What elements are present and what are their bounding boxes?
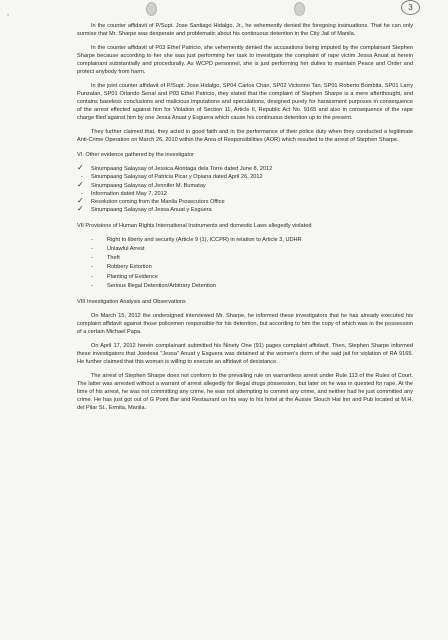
check-mark-icon: ✓ bbox=[77, 204, 84, 214]
document-body bbox=[77, 22, 413, 418]
paragraph: In the counter affidavit of P/Supt. Jose Santiago Hidalgo, Jr., he vehemently denied the foregoing insinuations. That he can only surmise that Mr. Sharpe was desperate and problematic about his continuous detention in the City Jail of Manila. bbox=[77, 23, 413, 37]
list-item bbox=[77, 173, 413, 181]
list-item-text: Sinumpaang Salaysay of Jessa Anuat y Esguera bbox=[91, 207, 212, 214]
list-item-text: Sinumpaang Salaysay of Patricia Picar y Opiana dated April 26, 2012 bbox=[91, 174, 263, 181]
dash-bullet: - bbox=[91, 236, 93, 243]
list-item bbox=[77, 190, 413, 198]
section-heading: VII Provisions of Human Rights International Instruments and domestic Laws allegedly violated bbox=[77, 222, 312, 229]
dash-bullet: - bbox=[81, 174, 83, 181]
list-item-text: Resolution coming from the Manila Prosecutors Office bbox=[91, 199, 225, 206]
list-item bbox=[77, 206, 413, 214]
check-mark-icon: ✓ bbox=[77, 196, 84, 206]
punch-hole bbox=[146, 2, 157, 16]
section-heading: VI. Other evidence gathered by the investigator bbox=[77, 152, 194, 158]
list-item-text: Planting of Evidence bbox=[107, 273, 158, 280]
paragraph: In the joint counter affidavit of P/Supt. Jose Hidalgo, SP04 Carlos Chan, SP02 Victorino Tan, SP01 Roberto Bombita, SP01 Larry Punzalan, SP01 Orlando Senal and P03 Ethel Patricio, they stated that the complaint of Stephen Sharpe is a mere afterthought, and contains baseless conclusions and malicious imputations and speculations, designed purely for harassment purposes in consequence of the arrest effected against him for Violation of Section 11, Article II, Republic Act No. 9165 and also in consequence of the rape charge filed against him by one Jessa Anuat y Esguera which cause his continuous detention up to the present. bbox=[77, 83, 413, 121]
paragraph: The arrest of Stephen Sharpe does not conform to the prevailing rule on warrantless arrest under Rule 113 of the Rules of Court. The latter was arrested without a warrant of arrest allegedly for illegal drugs possession, but later on he was in quested for rape. At the time of his arrest, he was not committing any crime, he was not attempting to commit any crime, and neither had he just committed any crime. He has just got out of G Point Bar and Restaurant on his way to his hotel at the Aussie Slouch Hat Inn and Pub located at M.H. del Pilar St., Ermita, Manila. bbox=[77, 373, 413, 411]
list-item bbox=[77, 198, 413, 206]
list-item-text: Right to liberty and security (Article 9 (1), ICCPR) in relation to Article 3, UDHR bbox=[107, 236, 302, 243]
dash-bullet: - bbox=[91, 273, 93, 280]
list-item-text: Sinumpaang Salaysay of Jennifer M. Bumatay bbox=[91, 182, 206, 189]
list-item bbox=[91, 273, 413, 282]
paragraph: On March 15, 2012 the undersigned interviewed Mr. Sharpe, he informed these investigators that he has already executed his complaint affidavit against those policemen responsible for his detention, but according to him the copy of which was in the possession of a certain Michael Papa. bbox=[77, 313, 413, 335]
list-item-text: Theft bbox=[107, 255, 120, 262]
list-item bbox=[77, 165, 413, 173]
dash-bullet: - bbox=[91, 282, 93, 289]
list-item bbox=[91, 282, 413, 291]
evidence-list bbox=[77, 165, 413, 215]
dash-bullet: - bbox=[91, 264, 93, 271]
list-item-text: Sinumpaang Salaysay of Jessica Alontaga dela Torre dated June 8, 2012 bbox=[91, 166, 273, 172]
corner-mark: , bbox=[7, 10, 9, 17]
rights-list bbox=[77, 236, 413, 291]
list-item bbox=[91, 245, 413, 254]
page-number: 3 bbox=[401, 0, 420, 15]
list-item bbox=[91, 254, 413, 263]
dash-bullet: - bbox=[91, 245, 93, 252]
check-mark-icon: ✓ bbox=[77, 163, 84, 172]
list-item-text: Information dated May 7, 2012 bbox=[91, 190, 167, 197]
section-heading: VIII Investigation Analysis and Observations bbox=[77, 299, 186, 305]
list-item bbox=[77, 179, 413, 190]
paragraph: On April 17, 2012 herein complainant submitted his Ninety One (91) pages complaint affidavit. Then, Stephen Sharpe informed these investigators that Joedesa "Jessa" Anuat y Esguera was detained at the women's dorm of the said jail for violation of RA 9165. He further claimed that this woman is willing to execute an affidavit of desistance. bbox=[77, 343, 413, 365]
list-item-text: Robbery Extortion bbox=[107, 264, 152, 271]
paragraph: In the counter affidavit of P03 Ethel Patricio, she vehemently denied the accusations being imputed by the complainant Stephen Sharpe because according to her she was just performing her task to investigate the complaint of rape victim Jessa Anuat at herein complainant substantially and procedurally. As WCPD personnel, she is just performing her duties to maintain Peace and Order and protect anybody from harm. bbox=[77, 45, 413, 75]
dash-bullet: - bbox=[81, 190, 83, 197]
list-item-text: Unlawful Arrest bbox=[107, 245, 145, 252]
list-item bbox=[91, 236, 413, 245]
paragraph: They further claimed that, they acted in good faith and in the performance of their police duty when they conducted a legitimate Anti-Crime Operation on March 26, 2010 within the Area of Responsibilities (AOR) which resulted to the arrest of Stephen Sharpe. bbox=[77, 129, 413, 143]
dash-bullet: - bbox=[91, 255, 93, 262]
list-item bbox=[91, 263, 413, 272]
list-item-text: Serious Illegal Detention/Arbitrary Detention bbox=[107, 282, 216, 289]
punch-hole bbox=[294, 2, 305, 16]
check-mark-icon: ✓ bbox=[77, 179, 84, 189]
